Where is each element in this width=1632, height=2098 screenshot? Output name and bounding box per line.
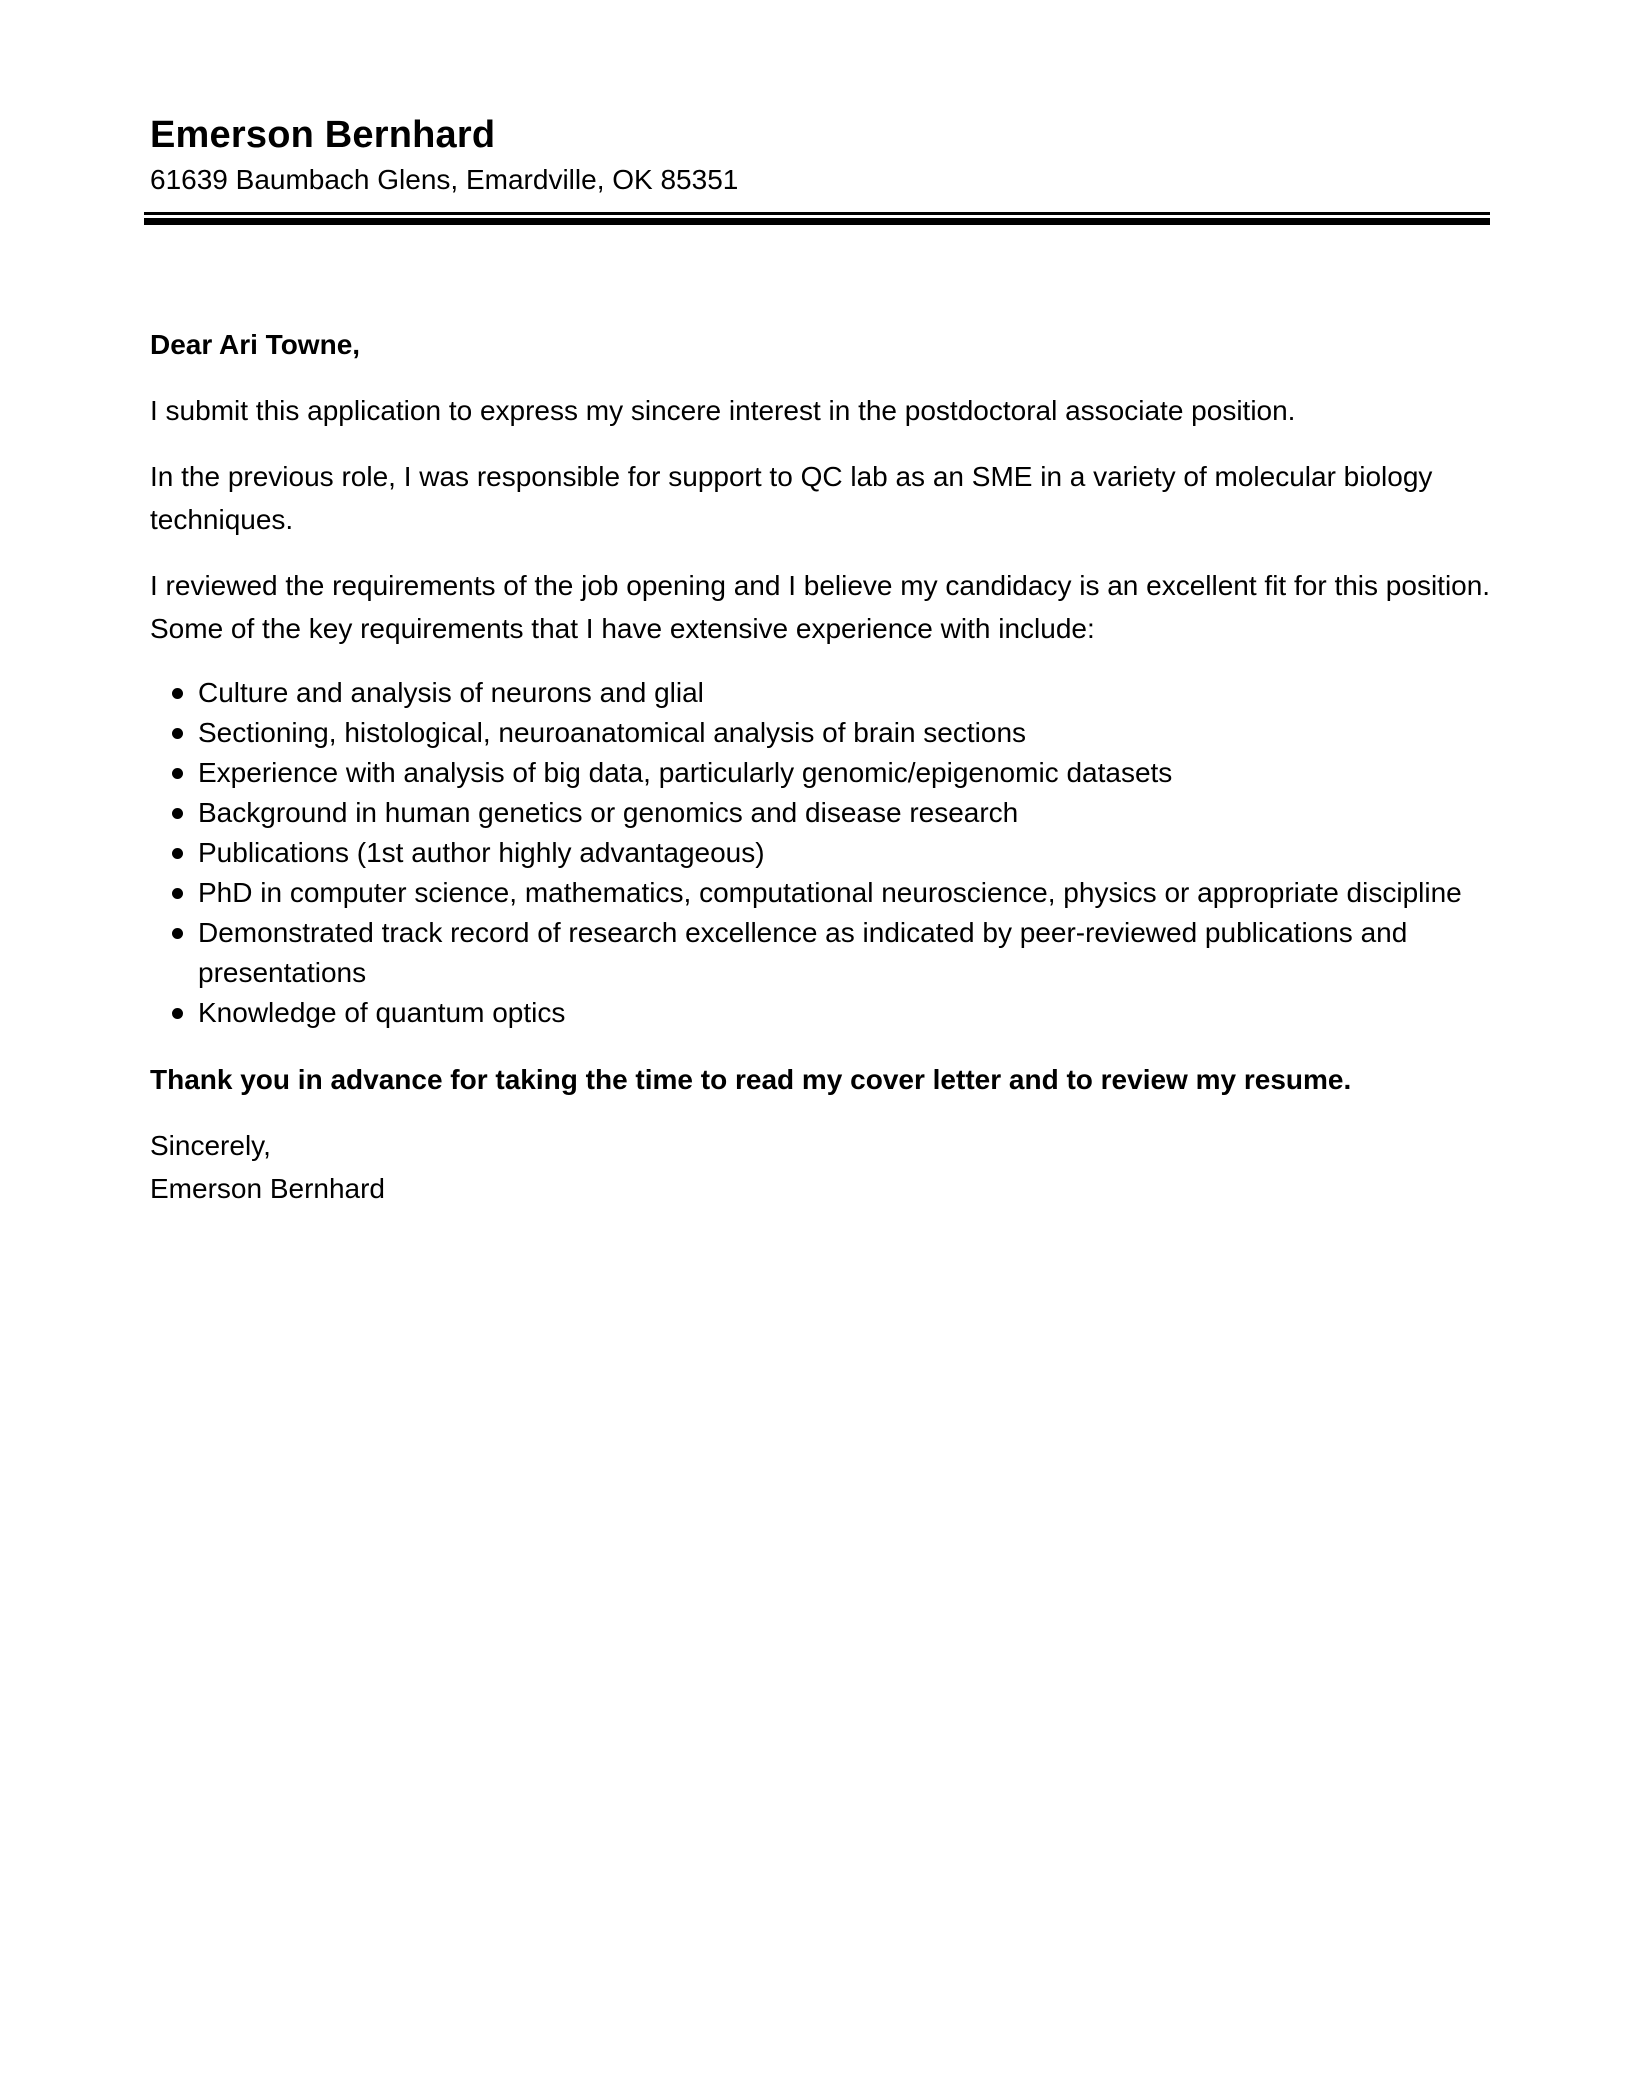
list-item-text: Knowledge of quantum optics (198, 997, 566, 1028)
list-item-text: Experience with analysis of big data, particularly genomic/epigenomic datasets (198, 757, 1173, 788)
bullet-icon (172, 928, 183, 939)
list-item-text: Publications (1st author highly advantageous) (198, 837, 765, 868)
paragraph-requirements-intro: I reviewed the requirements of the job opening and I believe my candidacy is an excellent fit for this position. Some of the key requirements that I have extensive experience with include: (150, 570, 1491, 644)
divider-thick-line (144, 218, 1490, 225)
list-item (150, 993, 1492, 1033)
bullet-icon (172, 808, 183, 819)
closing: Sincerely, (150, 1130, 271, 1161)
bullet-icon (172, 1008, 183, 1019)
list-item (150, 833, 1492, 873)
bullet-icon (172, 728, 183, 739)
list-item-text: Background in human genetics or genomics and disease research (198, 797, 1019, 828)
bullet-icon (172, 888, 183, 899)
requirements-list (150, 673, 1492, 1033)
list-item-text: Demonstrated track record of research excellence as indicated by peer-reviewed publications and presentations (198, 917, 1408, 988)
list-item (150, 673, 1492, 713)
list-item (150, 753, 1492, 793)
signature: Emerson Bernhard (150, 1173, 386, 1204)
bullet-icon (172, 768, 183, 779)
list-item (150, 873, 1492, 913)
list-item (150, 913, 1492, 993)
list-item-text: Sectioning, histological, neuroanatomical analysis of brain sections (198, 717, 1027, 748)
paragraph-previous-role: In the previous role, I was responsible for support to QC lab as an SME in a variety of molecular biology techniques. (150, 461, 1433, 535)
salutation: Dear Ari Towne, (150, 329, 361, 360)
list-item-text: Culture and analysis of neurons and glial (198, 677, 704, 708)
thank-you-line: Thank you in advance for taking the time to read my cover letter and to review my resume. (150, 1064, 1352, 1095)
header-divider (144, 212, 1490, 225)
letter-body (150, 323, 1492, 1210)
sender-name: Emerson Bernhard (150, 114, 496, 156)
letter-header (150, 110, 1490, 200)
bullet-icon (172, 848, 183, 859)
sender-address: 61639 Baumbach Glens, Emardville, OK 85351 (150, 164, 739, 195)
bullet-icon (172, 688, 183, 699)
list-item-text: PhD in computer science, mathematics, computational neuroscience, physics or appropriate discipline (198, 877, 1462, 908)
list-item (150, 713, 1492, 753)
list-item (150, 793, 1492, 833)
paragraph-intro: I submit this application to express my sincere interest in the postdoctoral associate position. (150, 395, 1296, 426)
